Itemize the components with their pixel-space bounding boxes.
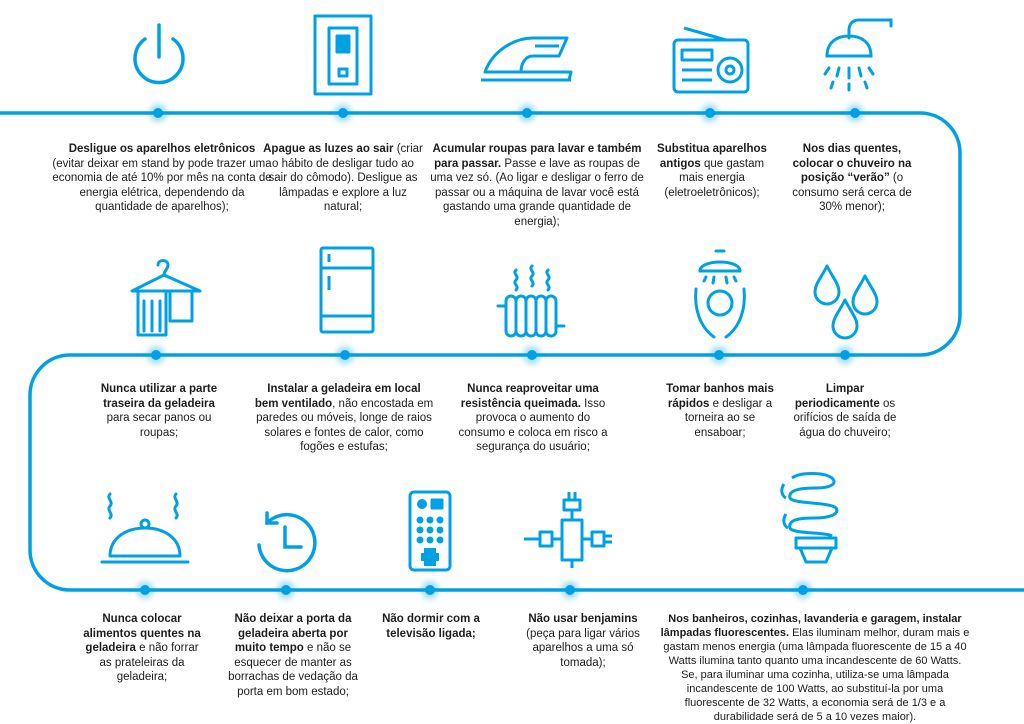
- timeline-dot: [565, 585, 575, 595]
- food-cloche-icon: [100, 490, 190, 570]
- tip-8: [453, 382, 613, 455]
- tip-text: Elas iluminam melhor, duram mais e gastam menos energia (uma lâmpada fluorescente de 15 a 40 Watts ilumina tanto quanto uma incandescente de 60 Watts. Se, para iluminar uma cozinha, utiliza-se uma lâmpada incandescente de 100 Watts, ao substituí-la por uma fluorescente de 32 Watts, a economia será de 1/3 e a durabilidade será de 5 a 10 vezes maior).: [663, 627, 970, 723]
- tip-text: Isso provoca o aumento do consumo e coloca em risco a segurança do usuário;: [458, 397, 608, 453]
- tip-9: [660, 382, 780, 440]
- towel-hanger-icon: [126, 255, 206, 335]
- tip-title: Limpar periodicamente: [794, 383, 880, 410]
- tip-text: (o consumo será cerca de 30% menor);: [792, 172, 912, 213]
- tip-title: Nunca reaproveitar uma resistência queimada.: [460, 383, 599, 410]
- tip-text: (peça para ligar vários aparelhos a uma só tomada);: [526, 627, 640, 669]
- tip-14: [523, 612, 643, 670]
- tip-4: [657, 142, 767, 200]
- timeline-dot: [714, 350, 724, 360]
- timeline-dot: [281, 585, 291, 595]
- tip-title: Nos dias quentes, colocar o chuveiro na posição “verão”: [792, 143, 912, 184]
- tip-text: e desligar a torneira ao se ensaboar;: [684, 397, 773, 439]
- tip-text: (evitar deixar em stand by pode trazer uma economia de até 10% por mês na conta de energia elétrica, dependendo da quantidade de aparelhos);: [52, 157, 272, 213]
- tip-2: [263, 142, 423, 215]
- tip-title: Não dormir com a televisão ligada;: [382, 613, 480, 640]
- tip-title: Desligue os aparelhos eletrônicos: [68, 143, 256, 155]
- tip-title: Acumular roupas para lavar e também para passar.: [432, 143, 642, 170]
- tip-text: e não forrar as prateleiras da geladeira;: [99, 642, 199, 683]
- tip-15: [660, 612, 970, 724]
- tip-1: [52, 142, 272, 215]
- tip-text: , não encostada em paredes ou móveis, longe de raios solares e fontes de calor, como fogões e estufas;: [256, 397, 434, 453]
- tip-text: os orifícios de saída de água do chuveiro;: [793, 397, 897, 439]
- heater-icon: [492, 262, 572, 342]
- tip-title: Substitua aparelhos antigos: [657, 143, 767, 170]
- tip-12: [228, 612, 358, 699]
- water-drops-icon: [805, 262, 885, 342]
- iron-icon: [475, 20, 575, 100]
- timeline-dot: [153, 108, 163, 118]
- tip-text: para secar panos ou roupas;: [106, 412, 212, 439]
- tip-title: Nunca colocar alimentos quentes na geladeira: [83, 613, 201, 654]
- tip-text: Passe e lave as roupas de uma vez só. (Ao ligar e desligar o ferro de passar ou a máquina de lavar você está gastando uma grande quantidade de energia);: [430, 157, 644, 228]
- shower-icon: [815, 12, 895, 92]
- refrigerator-icon: [307, 245, 387, 325]
- fluorescent-bulb-icon: [770, 470, 860, 570]
- tip-title: Instalar a geladeira em local bem ventilado: [254, 383, 421, 410]
- plug-adapter-icon: [522, 490, 622, 570]
- timeline-dot: [425, 585, 435, 595]
- tip-3: [427, 142, 647, 229]
- clock-icon: [245, 505, 325, 585]
- timeline-dot: [340, 350, 350, 360]
- power-icon: [119, 15, 199, 95]
- radio-icon: [670, 18, 750, 98]
- tip-text: que gastam mais energia (eletroeletrônicos);: [664, 157, 765, 199]
- light-switch-icon: [303, 14, 383, 94]
- tip-title: Não deixar a porta da geladeira aberta por muito tempo: [234, 613, 352, 654]
- tip-title: Tomar banhos mais rápidos: [666, 383, 774, 410]
- tip-text: e não se esquecer de manter as borrachas de vedação da porta em bom estado;: [228, 642, 358, 698]
- timeline-dot: [527, 350, 537, 360]
- tip-13: [376, 612, 486, 641]
- tip-5: [782, 142, 922, 215]
- tip-11: [82, 612, 202, 685]
- tip-title: Não usar benjamins: [528, 613, 638, 625]
- timeline-dot: [140, 585, 150, 595]
- timeline-dot: [850, 108, 860, 118]
- tip-7: [254, 382, 434, 455]
- tip-title: Nunca utilizar a parte traseira da geladeira: [100, 383, 218, 410]
- tip-10: [785, 382, 905, 440]
- tip-title: Nos banheiros, cozinhas, lavanderia e garagem, instalar lâmpadas fluorescentes.: [660, 613, 962, 639]
- timeline-dot: [151, 350, 161, 360]
- tip-6: [99, 382, 219, 440]
- timeline-dot: [798, 585, 808, 595]
- timeline-dot: [840, 350, 850, 360]
- bathing-person-icon: [680, 248, 760, 328]
- tip-text: (criar o hábito de desligar tudo ao sair do cômodo). Desligue as lâmpadas e explore a luz natural;: [268, 143, 423, 213]
- timeline-dot: [705, 108, 715, 118]
- timeline-dot: [338, 108, 348, 118]
- timeline-dot: [522, 108, 532, 118]
- remote-control-icon: [390, 490, 470, 570]
- tip-title: Apague as luzes ao sair: [263, 143, 394, 155]
